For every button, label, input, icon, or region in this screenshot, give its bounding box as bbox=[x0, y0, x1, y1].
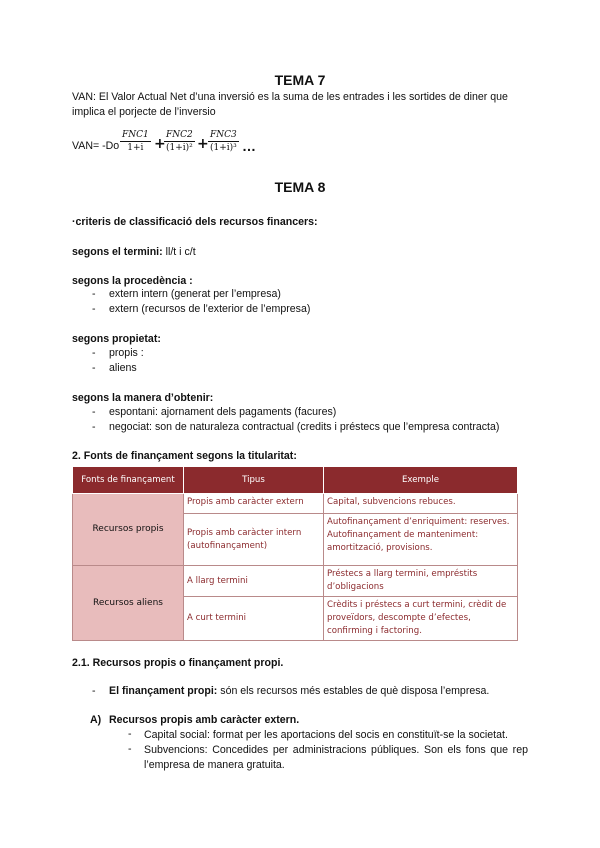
table-row bbox=[73, 566, 518, 597]
financing-sources-table bbox=[72, 466, 518, 641]
procedencia-item: extern (recursos de l’exterior de l’empresa) bbox=[109, 303, 311, 315]
bullet-dash: - bbox=[92, 362, 96, 374]
tipus-cell: A llarg termini bbox=[184, 566, 324, 597]
manera-item: negociat: son de naturaleza contractual (credits i préstecs que l’empresa contracta) bbox=[109, 421, 500, 433]
capital-social-item: Capital social: format per les aportacions del socis en constituït-se la societat. bbox=[144, 729, 508, 741]
formula-term-2: FNC2 (1+i)² bbox=[165, 130, 193, 153]
exemple-cell: Préstecs a llarg termini, empréstits d’obligacions bbox=[324, 566, 518, 597]
bullet-dash: - bbox=[92, 303, 96, 315]
formula-prefix: VAN= -Do bbox=[72, 140, 120, 152]
tema8-title: TEMA 8 bbox=[274, 179, 326, 195]
section21-heading: 2.1. Recursos propis o finançament propi. bbox=[72, 657, 284, 669]
bullet-dash: - bbox=[92, 421, 96, 433]
definition-line: El finançament propi: són els recursos més estables de què disposa l’empresa. bbox=[109, 685, 490, 697]
tipus-cell: Propis amb caràcter intern (autofinançament) bbox=[184, 514, 324, 566]
procedencia-label: segons la procedència : bbox=[72, 275, 193, 287]
exemple-cell: Crèdits i préstecs a curt termini, crèdit de proveïdors, descompte d’efectes, confirming i factoring. bbox=[324, 597, 518, 641]
bullet-dash: - bbox=[128, 743, 132, 755]
table-header-row bbox=[73, 467, 518, 494]
van-definition: VAN: El Valor Actual Net d’una inversió es la suma de les entrades i les sortides de diner que implica el porjecte de l’inversio bbox=[72, 91, 508, 118]
subvencions-item: Subvencions: Concedides per administracions públiques. Son els fons que rep l’empresa de manera gratuita. bbox=[144, 744, 528, 771]
tipus-cell: A curt termini bbox=[184, 597, 324, 641]
formula-ellipsis: … bbox=[242, 138, 256, 154]
subsection-letter: A) bbox=[90, 714, 102, 726]
propietat-label: segons propietat: bbox=[72, 333, 161, 345]
bullet-dash: - bbox=[92, 347, 96, 359]
procedencia-item: extern intern (generat per l’empresa) bbox=[109, 288, 281, 300]
group-cell: Recursos aliens bbox=[73, 566, 184, 641]
table-header: Fonts de finançament bbox=[73, 467, 184, 494]
exemple-cell: Autofinançament d’enriquiment: reserves. Autofinançament de manteniment: amortització, provisions. bbox=[324, 514, 518, 566]
formula-term-1: FNC1 1+i bbox=[122, 130, 149, 153]
table-header: Exemple bbox=[324, 467, 518, 494]
van-formula bbox=[72, 130, 372, 164]
bullet-dash: - bbox=[92, 406, 96, 418]
table-row bbox=[73, 494, 518, 514]
bullet-dash: - bbox=[92, 685, 96, 697]
section2-heading: 2. Fonts de finançament segons la titularitat: bbox=[72, 450, 297, 462]
table-header: Tipus bbox=[184, 467, 324, 494]
tema7-title: TEMA 7 bbox=[274, 72, 326, 88]
formula-term-3: FNC3 (1+i)³ bbox=[209, 130, 237, 153]
subsection-title: Recursos propis amb caràcter extern. bbox=[109, 714, 300, 726]
plus-sign-2: + bbox=[197, 136, 209, 152]
propietat-item: aliens bbox=[109, 362, 137, 374]
propietat-item: propis : bbox=[109, 347, 144, 359]
exemple-cell: Capital, subvencions rebuces. bbox=[324, 494, 518, 514]
manera-item: espontani: ajornament dels pagaments (facures) bbox=[109, 406, 337, 418]
tipus-cell: Propis amb caràcter extern bbox=[184, 494, 324, 514]
manera-label: segons la manera d’obtenir: bbox=[72, 392, 214, 404]
criteris-heading: ·criteris de classificació dels recursos financers: bbox=[72, 216, 318, 228]
bullet-dash: - bbox=[92, 288, 96, 300]
bullet-dash: - bbox=[128, 728, 132, 740]
plus-sign-1: + bbox=[154, 136, 166, 152]
termini-line: segons el termini: ll/t i c/t bbox=[72, 246, 196, 258]
group-cell: Recursos propis bbox=[73, 494, 184, 566]
